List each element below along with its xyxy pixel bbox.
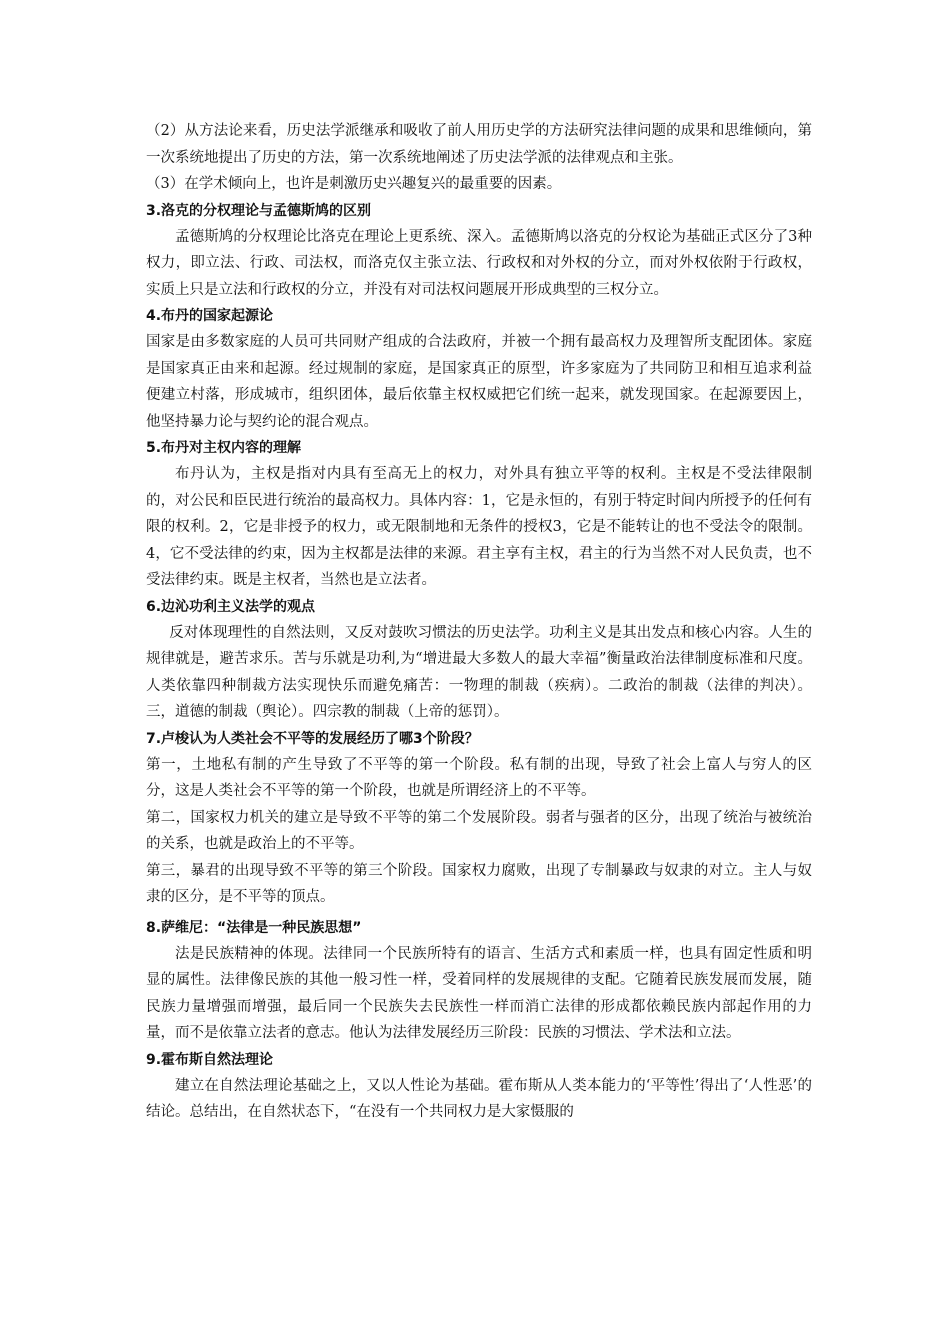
document-page bbox=[146, 118, 812, 1126]
section-5-paragraph: 布丹认为，主权是指对内具有至高无上的权力，对外具有独立平等的权利。主权是不受法律限制的，对公民和臣民进行统治的最高权力。具体内容：1，它是永恒的，有别于特定时间内所授予的任何有限的权利。2，它是非授予的权力，或无限制地和无条件的授权3，它是不能转让的也不受法令的限制。4，它不受法律的约束，因为主权都是法律的来源。君主享有主权，君主的行为当然不对人民负责，也不受法律约束。既是主权者，当然也是立法者。 bbox=[146, 466, 812, 588]
section-7-heading: 7.卢梭认为人类社会不平等的发展经历了哪3个阶段？ bbox=[146, 730, 479, 747]
section-3-heading: 3.洛克的分权理论与孟德斯鸠的区别 bbox=[146, 202, 372, 219]
intro-paragraph-1: （2）从方法论来看，历史法学派继承和吸收了前人用历史学的方法研究法律问题的成果和思维倾向，第一次系统地提出了历史的方法，第一次系统地阐述了历史法学派的法律观点和主张。 bbox=[146, 123, 812, 166]
section-7-paragraph-3: 第三，暴君的出现导致不平等的第三个阶段。国家权力腐败，出现了专制暴政与奴隶的对立。主人与奴隶的区分，是不平等的顶点。 bbox=[146, 862, 812, 905]
section-6-heading: 6.边沁功利主义法学的观点 bbox=[146, 598, 316, 615]
section-8-paragraph: 法是民族精神的体现。法律同一个民族所特有的语言、生活方式和素质一样，也具有固定性质和明显的属性。法律像民族的其他一般习性一样，受着同样的发展规律的支配。它随着民族发展而发展，随民族力量增强而增强，最后同一个民族失去民族性一样而消亡法律的形成都依赖民族内部起作用的力量，而不是依靠立法者的意志。他认为法律发展经历三阶段：民族的习惯法、学术法和立法。 bbox=[146, 945, 812, 1041]
section-3-paragraph: 孟德斯鸠的分权理论比洛克在理论上更系统、深入。孟德斯鸠以洛克的分权论为基础正式区分了3种权力，即立法、行政、司法权，而洛克仅主张立法、行政权和对外权的分立，而对外权依附于行政权，实质上只是立法和行政权的分立，并没有对司法权问题展开形成典型的三权分立。 bbox=[146, 228, 812, 298]
section-9-heading: 9.霍布斯自然法理论 bbox=[146, 1051, 274, 1068]
section-7-paragraph-2: 第二，国家权力机关的建立是导致不平等的第二个发展阶段。弱者与强者的区分，出现了统治与被统治的关系，也就是政治上的不平等。 bbox=[146, 809, 812, 852]
section-7-paragraph-1: 第一，土地私有制的产生导致了不平等的第一个阶段。私有制的出现，导致了社会上富人与穷人的区分，这是人类社会不平等的第一个阶段，也就是所谓经济上的不平等。 bbox=[146, 756, 812, 799]
section-9-paragraph: 建立在自然法理论基础之上，又以人性论为基础。霍布斯从人类本能力的‘平等性’得出了‘人性恶’的结论。总结出，在自然状态下，“在没有一个共同权力是大家慑服的 bbox=[146, 1077, 812, 1120]
section-6-paragraph: 反对体现理性的自然法则，又反对鼓吹习惯法的历史法学。功利主义是其出发点和核心内容。人生的规律就是，避苦求乐。苦与乐就是功利,为“增进最大多数人的最大幸福”衡量政治法律制度标准和尺度。人类依靠四种制裁方法实现快乐而避免痛苦：一物理的制裁（疾病）。二政治的制裁（法律的判决）。三，道德的制裁（舆论）。四宗教的制裁（上帝的惩罚）。 bbox=[146, 624, 812, 720]
section-4-paragraph: 国家是由多数家庭的人员可共同财产组成的合法政府，并被一个拥有最高权力及理智所支配团体。家庭是国家真正由来和起源。经过规制的家庭，是国家真正的原型，许多家庭为了共同防卫和相互追求利益便建立村落，形成城市，组织团体，最后依靠主权权威把它们统一起来，就发现国家。在起源要因上，他坚持暴力论与契约论的混合观点。 bbox=[146, 334, 812, 430]
section-8-heading: 8.萨维尼：“法律是一种民族思想” bbox=[146, 919, 362, 936]
section-5-heading: 5.布丹对主权内容的理解 bbox=[146, 440, 302, 456]
section-4-heading: 4.布丹的国家起源论 bbox=[146, 308, 274, 324]
intro-paragraph-2: （3）在学术倾向上，也许是刺激历史兴趣复兴的最重要的因素。 bbox=[146, 176, 562, 192]
